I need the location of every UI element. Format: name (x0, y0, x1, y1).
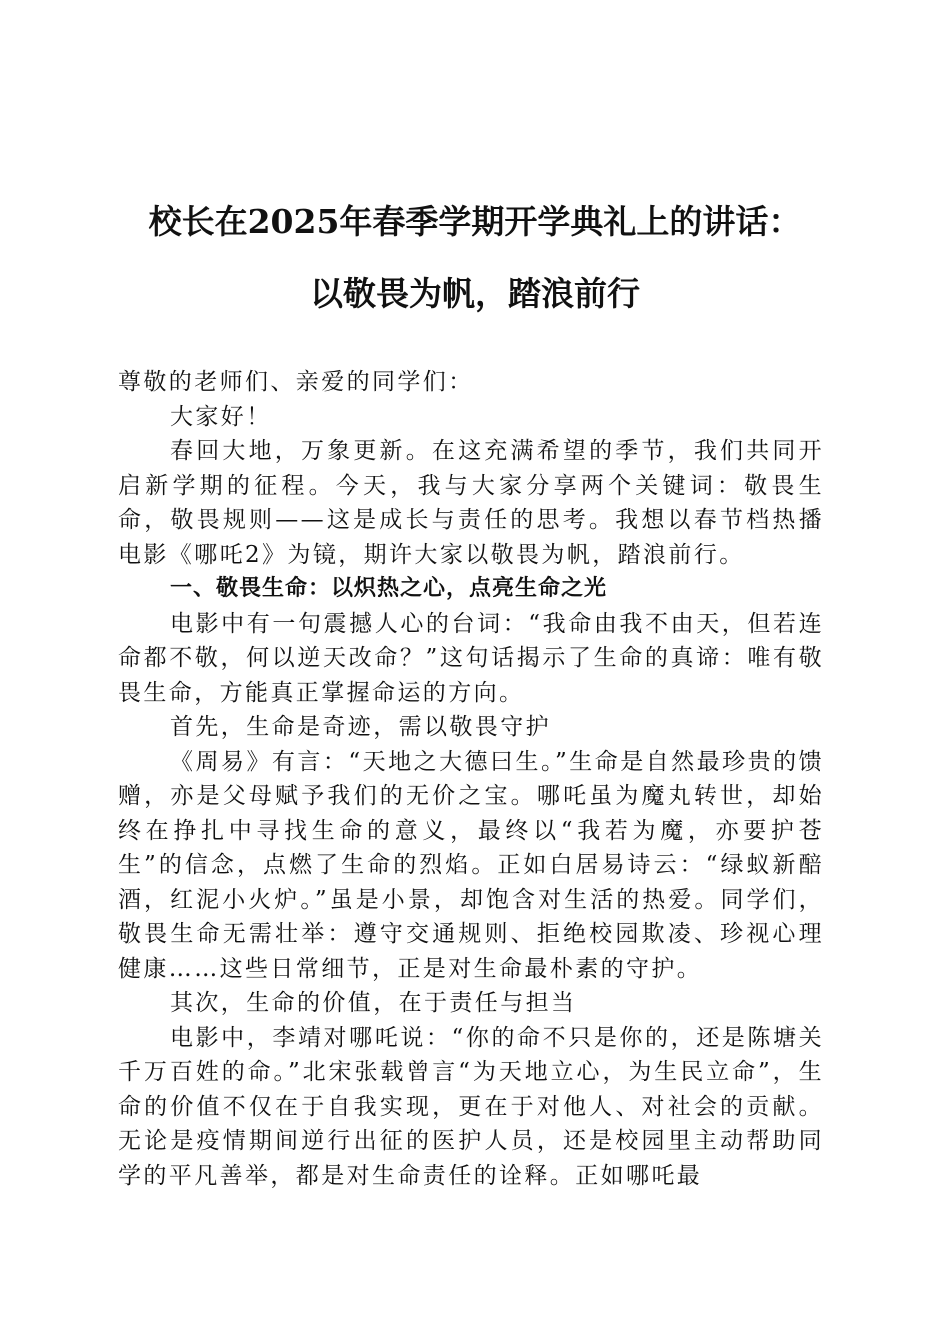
document-title-line-2: 以敬畏为帆，踏浪前行 (310, 274, 640, 313)
document-body (118, 365, 824, 1193)
paragraph: 《周易》有言：“天地之大德曰生。”生命是自然最珍贵的馈赠，亦是父母赋予我们的无价之宝。哪吒虽为魔丸转世，却始终在挣扎中寻找生命的意义，最终以“我若为魔，亦要护苍生”的信念，点燃了生命的烈焰。正如白居易诗云：“绿蚁新醅酒，红泥小火炉。”虽是小景，却饱含对生活的热爱。同学们，敬畏生命无需壮举：遵守交通规则、拒绝校园欺凌、珍视心理健康……这些日常细节，正是对生命最朴素的守护。 (118, 748, 824, 982)
section-heading-1: 一、敬畏生命：以炽热之心，点亮生命之光 (170, 576, 608, 601)
subheading: 首先，生命是奇迹，需以敬畏守护 (170, 714, 551, 740)
paragraph: 电影中有一句震撼人心的台词：“我命由我不由天，但若连命都不敬，何以逆天改命？”这句话揭示了生命的真谛：唯有敬畏生命，方能真正掌握命运的方向。 (118, 610, 824, 706)
subheading: 其次，生命的价值，在于责任与担当 (170, 990, 577, 1016)
paragraph-intro: 春回大地，万象更新。在这充满希望的季节，我们共同开启新学期的征程。今天，我与大家分享两个关键词：敬畏生命，敬畏规则——这是成长与责任的思考。我想以春节档热播电影《哪吒2》为镜，期许大家以敬畏为帆，踏浪前行。 (118, 438, 824, 568)
document-title-line-1: 校长在2025年春季学期开学典礼上的讲话： (148, 202, 802, 241)
salutation: 尊敬的老师们、亲爱的同学们： (118, 369, 474, 395)
greeting: 大家好！ (170, 403, 272, 430)
paragraph: 电影中，李靖对哪吒说：“你的命不只是你的，还是陈塘关千万百姓的命。”北宋张载曾言“为天地立心，为生民立命”，生命的价值不仅在于自我实现，更在于对他人、对社会的贡献。无论是疫情期间逆行出征的医护人员，还是校园里主动帮助同学的平凡善举，都是对生命责任的诠释。正如哪吒最 (118, 1024, 824, 1189)
